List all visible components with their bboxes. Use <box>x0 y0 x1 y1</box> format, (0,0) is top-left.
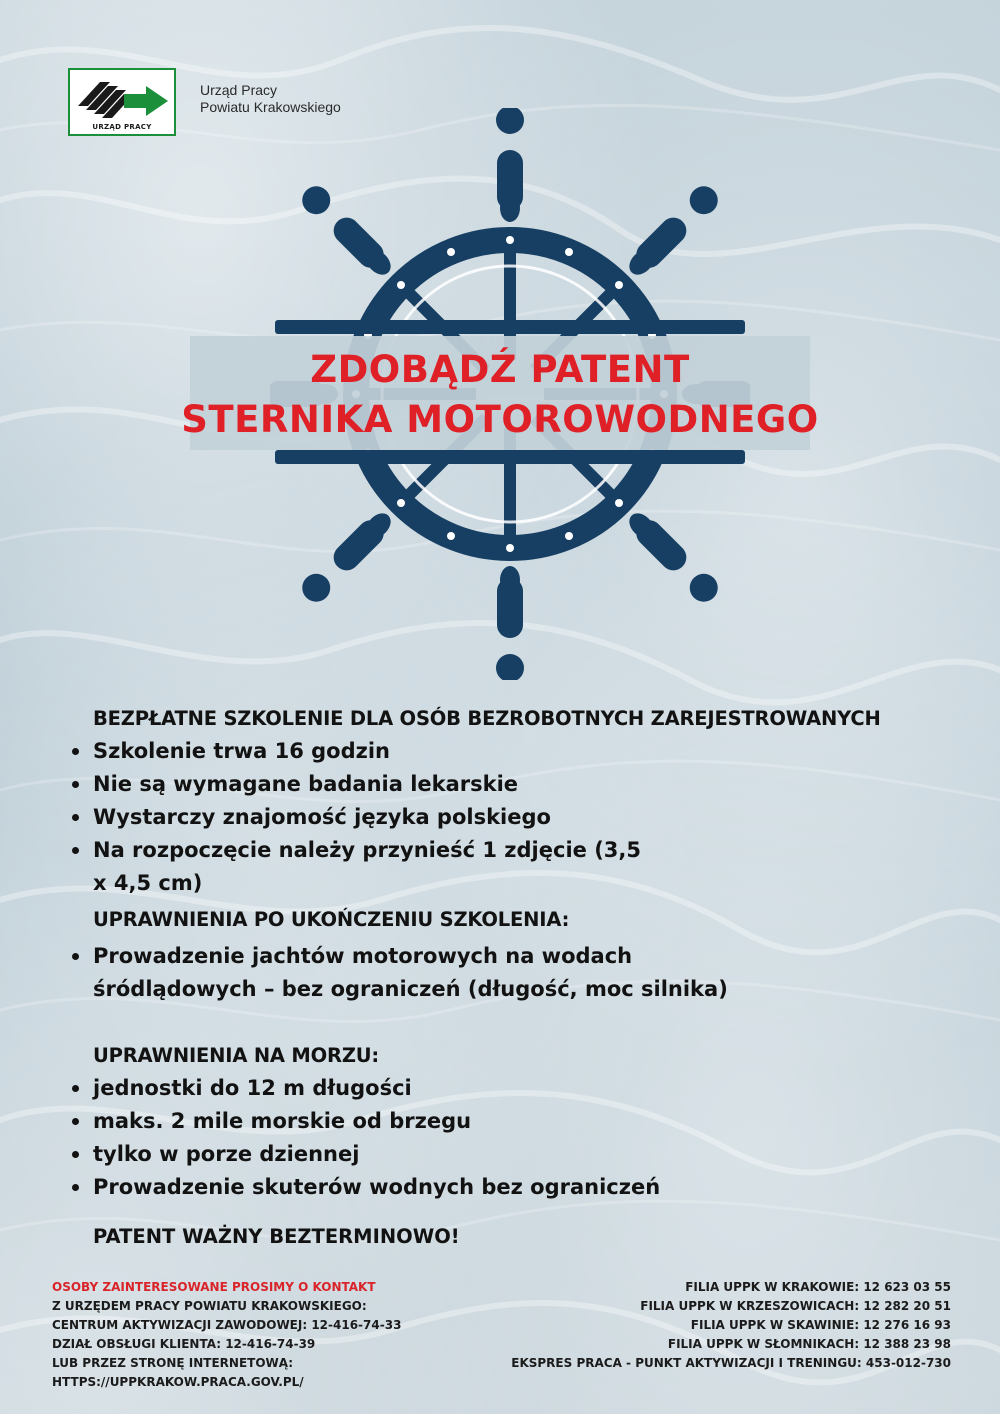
list-item: Szkolenie trwa 16 godzin <box>66 735 966 768</box>
logo <box>68 68 176 136</box>
branch-phone: FILIA UPPK W SŁOMNIKACH: 12 388 23 98 <box>667 1337 951 1351</box>
list-item: maks. 2 mile morskie od brzegu <box>66 1105 966 1138</box>
contact-line: CENTRUM AKTYWIZACJI ZAWODOWEJ: 12-416-74-33 <box>52 1318 402 1332</box>
website-link[interactable]: HTTPS://UPPKRAKOW.PRACA.GOV.PL/ <box>52 1375 304 1389</box>
list-item: tylko w porze dziennej <box>66 1138 966 1171</box>
contact-line: LUB PRZEZ STRONĘ INTERNETOWĄ: <box>52 1356 294 1370</box>
branch-phone: FILIA UPPK W KRAKOWIE: 12 623 03 55 <box>685 1280 951 1294</box>
rights-section-title: UPRAWNIENIA PO UKOŃCZENIU SZKOLENIA: <box>93 908 570 931</box>
logo-caption: URZĄD PRACY <box>92 123 152 131</box>
validity-note: PATENT WAŻNY BEZTERMINOWO! <box>93 1225 460 1248</box>
contact-right <box>511 1278 951 1373</box>
branch-phone: EKSPRES PRACA - PUNKT AKTYWIZACJI I TRENINGU: 453-012-730 <box>511 1356 951 1370</box>
contact-heading: OSOBY ZAINTERESOWANE PROSIMY O KONTAKT <box>52 1280 376 1294</box>
org-line-2: Powiatu Krakowskiego <box>200 99 341 115</box>
training-section-title: BEZPŁATNE SZKOLENIE DLA OSÓB BEZROBOTNYCH ZAREJESTROWANYCH <box>93 707 881 730</box>
branch-phone: FILIA UPPK W SKAWINIE: 12 276 16 93 <box>690 1318 951 1332</box>
headline-line-1: ZDOBĄDŹ PATENT <box>310 348 690 391</box>
list-item: Nie są wymagane badania lekarskie <box>66 768 966 801</box>
training-list <box>66 735 966 900</box>
branch-phone: FILIA UPPK W KRZESZOWICACH: 12 282 20 51 <box>640 1299 951 1313</box>
list-item: Prowadzenie skuterów wodnych bez ograniczeń <box>66 1171 966 1204</box>
contact-line: DZIAŁ OBSŁUGI KLIENTA: 12-416-74-39 <box>52 1337 316 1351</box>
headline-bar-top <box>275 320 745 334</box>
org-line-1: Urząd Pracy <box>200 82 278 98</box>
main-content <box>66 702 966 1253</box>
headline-bar-bottom <box>275 450 745 464</box>
contact-line: Z URZĘDEM PRACY POWIATU KRAKOWSKIEGO: <box>52 1299 367 1313</box>
list-item: jednostki do 12 m długości <box>66 1072 966 1105</box>
list-item: Prowadzenie jachtów motorowych na wodach śródlądowych – bez ograniczeń (długość, moc silnika) <box>66 940 733 1006</box>
contact-left <box>52 1278 401 1392</box>
sea-list <box>66 1072 966 1204</box>
rights-list <box>66 940 966 1006</box>
sea-section-title: UPRAWNIENIA NA MORZU: <box>93 1044 379 1067</box>
list-item: Na rozpoczęcie należy przynieść 1 zdjęcie (3,5 x 4,5 cm) <box>66 834 653 900</box>
headline-line-2: STERNIKA MOTOROWODNEGO <box>181 398 819 441</box>
list-item: Wystarczy znajomość języka polskiego <box>66 801 966 834</box>
